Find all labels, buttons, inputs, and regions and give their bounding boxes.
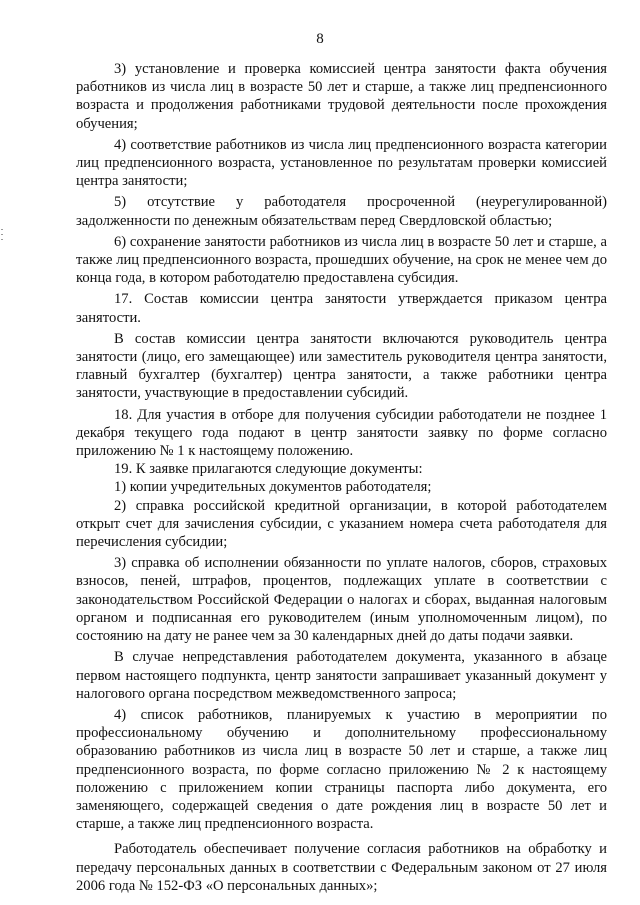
document-body <box>76 60 607 895</box>
paragraph-item-6-employment: 6) сохранение занятости работников из числа лиц в возрасте 50 лет и старше, а также лиц предпенсионного возраста, прошедших обучение, на срок не менее чем до конца года, в котором работодателю предоставлена субсидия. <box>76 233 607 287</box>
scan-edge-mark <box>1 229 3 230</box>
paragraph-doc-1-charter-copies: 1) копии учредительных документов работодателя; <box>114 479 432 496</box>
paragraph-doc-3-tax-certificate: 3) справка об исполнении обязанности по уплате налогов, сборов, страховых взносов, пеней, штрафов, процентов, подлежащих уплате в соответствии с законодательством Российской Федерации о налогах и сборах, выданная налоговым органом и подписанная его руководителем (иным уполномоченным лицом), по состоянию на дату не ранее чем за 30 календарных дней до даты подачи заявки. <box>76 555 607 645</box>
paragraph-item-3-verification: 3) установление и проверка комиссией центра занятости факта обучения работников из числа лиц в возрасте 50 лет и старше, а также лиц предпенсионного возраста и продолжения работниками трудовой деятельности после прохождения обучения; <box>76 61 607 132</box>
scan-edge-mark <box>1 239 3 240</box>
paragraph-clause-18: 18. Для участия в отборе для получения субсидии работодатели не позднее 1 декабря текущего года подают в центр занятости заявку по форме согласно приложению № 1 к настоящему положению. <box>76 406 607 460</box>
paragraph-clause-17: 17. Состав комиссии центра занятости утверждается приказом центра занятости. <box>76 291 607 326</box>
paragraph-doc-2-bank-certificate: 2) справка российской кредитной организации, в которой работодателем открыт счет для зачисления субсидии, с указанием номера счета работодателя для перечисления субсидии; <box>76 497 607 551</box>
paragraph-item-5-no-debt: 5) отсутствие у работодателя просроченной (неурегулированной) задолженности по денежным обязательствам перед Свердловской областью; <box>76 194 607 229</box>
paragraph-personal-data-consent: Работодатель обеспечивает получение согласия работников на обработку и передачу персональных данных в соответствии с Федеральным законом от 27 июля 2006 года № 152-ФЗ «О персональных данных»; <box>76 841 607 894</box>
paragraph-item-4-compliance: 4) соответствие работников из числа лиц предпенсионного возраста категории лиц предпенсионного возраста, установленное по результатам проверки комиссией центра занятости; <box>76 136 607 190</box>
page-number: 8 <box>316 31 324 47</box>
paragraph-tax-request: В случае непредставления работодателем документа, указанного в абзаце первом настоящего подпункта, центр занятости запрашивает указанный документ у налогового органа посредством межведомственного запроса; <box>76 649 607 702</box>
paragraph-clause-19: 19. К заявке прилагаются следующие документы: <box>114 461 423 478</box>
scan-edge-mark <box>1 234 3 235</box>
paragraph-doc-4-employee-list: 4) список работников, планируемых к участию в мероприятии по профессиональному обучению и дополнительному профессиональному образованию работников из числа лиц в возрасте 50 лет и старше, а также лиц предпенсионного возраста, по форме согласно приложению № 2 к настоящему положению с приложением копии страницы паспорта либо документа, его заменяющего, содержащей сведения о дате рождения лиц в возрасте 50 лет и старше, а также лиц предпенсионного возраста. <box>76 706 607 833</box>
paragraph-commission-members: В состав комиссии центра занятости включаются руководитель центра занятости (лицо, его замещающее) или заместитель руководителя центра занятости, главный бухгалтер (бухгалтер) центра занятости, а также работники центра занятости, участвующие в предоставлении субсидий. <box>76 330 607 402</box>
